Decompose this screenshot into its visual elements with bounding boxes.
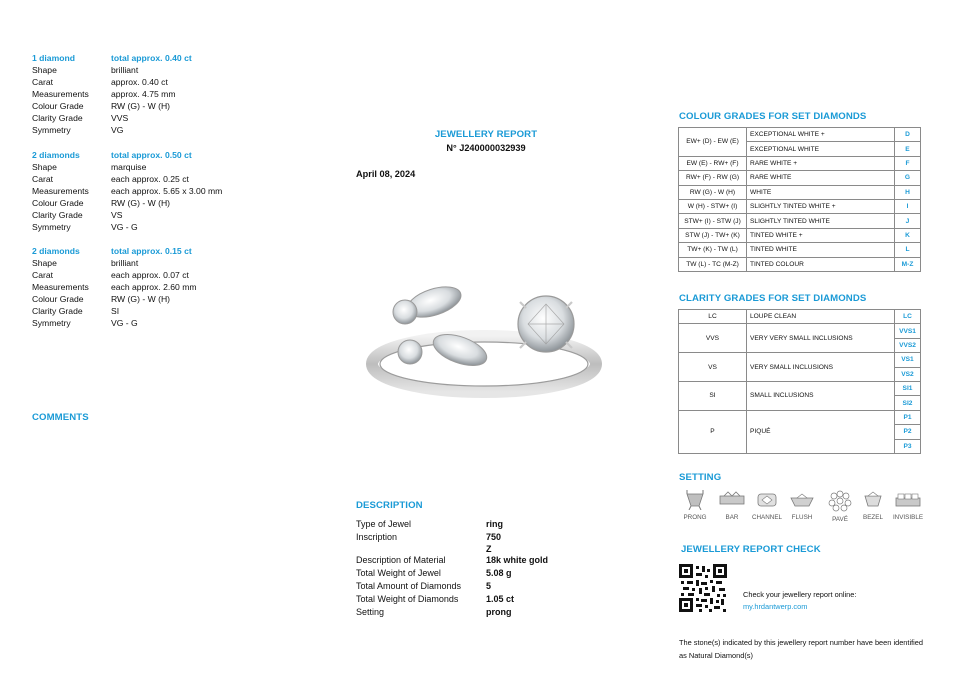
description-label: Type of Jewel xyxy=(356,519,412,529)
clarity-name: PIQUÉ xyxy=(747,410,895,453)
description-label xyxy=(356,544,486,554)
clarity-grade: P2 xyxy=(895,425,921,439)
stone-value: RW (G) - W (H) xyxy=(111,101,171,111)
colour-name: EXCEPTIONAL WHITE + xyxy=(747,128,895,142)
stone-label: Symmetry xyxy=(32,222,71,232)
table-row xyxy=(679,128,921,142)
colour-grades-table xyxy=(678,127,921,272)
colour-range: EW+ (D) - EW (E) xyxy=(679,128,747,157)
bar-setting-icon xyxy=(718,490,746,510)
description-label: Description of Material xyxy=(356,555,446,565)
stone-value: each approx. 5.65 x 3.00 mm xyxy=(111,186,223,196)
table-row xyxy=(679,185,921,199)
bezel-setting-icon xyxy=(862,490,884,510)
report-date: April 08, 2024 xyxy=(356,169,416,179)
colour-grades-heading: COLOUR GRADES FOR SET DIAMONDS xyxy=(679,111,867,122)
description-value: 5.08 g xyxy=(486,568,512,578)
clarity-grades-table xyxy=(678,309,921,454)
stone-label: Colour Grade xyxy=(32,198,84,208)
colour-letter: F xyxy=(895,156,921,170)
stone-label: Measurements xyxy=(32,282,89,292)
stone-value: VVS xyxy=(111,113,129,123)
report-number: N° J240000032939 xyxy=(446,143,526,153)
colour-range: TW+ (K) - TW (L) xyxy=(679,243,747,257)
colour-name: SLIGHTLY TINTED WHITE + xyxy=(747,199,895,213)
table-row xyxy=(679,228,921,242)
stone-value: brilliant xyxy=(111,258,139,268)
table-row xyxy=(679,310,921,324)
table-row xyxy=(679,257,921,271)
colour-name: RARE WHITE xyxy=(747,171,895,185)
clarity-grade: SI1 xyxy=(895,381,921,395)
colour-letter: D xyxy=(895,128,921,142)
stone-label: Symmetry xyxy=(32,125,71,135)
report-check-text: Check your jewellery report online: xyxy=(743,590,857,599)
description-label: Total Weight of Diamonds xyxy=(356,594,459,604)
setting-label: BEZEL xyxy=(863,514,883,521)
colour-name: WHITE xyxy=(747,185,895,199)
stone-count: 2 diamonds xyxy=(32,246,80,256)
setting-invisible xyxy=(888,490,928,521)
stone-group-2 xyxy=(32,149,332,233)
clarity-grade: VVS2 xyxy=(895,338,921,352)
colour-range: TW (L) - TC (M-Z) xyxy=(679,257,747,271)
clarity-grade: P3 xyxy=(895,439,921,453)
table-row xyxy=(679,199,921,213)
stone-value: each approx. 0.25 ct xyxy=(111,174,189,184)
stone-total: total approx. 0.50 ct xyxy=(111,150,192,160)
colour-letter: H xyxy=(895,185,921,199)
setting-channel xyxy=(747,490,787,521)
stone-value: VG xyxy=(111,125,124,135)
description-value: ring xyxy=(486,519,503,529)
qr-code-icon[interactable] xyxy=(679,564,727,612)
table-row xyxy=(679,156,921,170)
colour-range: EW (E) - RW+ (F) xyxy=(679,156,747,170)
setting-bar xyxy=(712,490,752,521)
description-heading: DESCRIPTION xyxy=(356,500,423,511)
setting-prong xyxy=(675,490,715,521)
clarity-name: VERY SMALL INCLUSIONS xyxy=(747,353,895,382)
setting-label: FLUSH xyxy=(791,514,813,521)
table-row xyxy=(679,410,921,424)
footer-note: The stone(s) indicated by this jewellery report number have been identified as Natural Diamond(s) xyxy=(679,638,924,660)
description-label: Total Amount of Diamonds xyxy=(356,581,462,591)
setting-label: BAR xyxy=(725,514,739,521)
clarity-name: SMALL INCLUSIONS xyxy=(747,381,895,410)
ring-image xyxy=(360,272,608,407)
description-value: prong xyxy=(486,607,512,617)
stone-value: approx. 4.75 mm xyxy=(111,89,176,99)
colour-letter: G xyxy=(895,171,921,185)
description-value: 18k white gold xyxy=(486,555,549,565)
description-label: Setting xyxy=(356,607,385,617)
colour-name: TINTED WHITE + xyxy=(747,228,895,242)
report-check-link[interactable]: my.hrdantwerp.com xyxy=(743,602,808,611)
clarity-code: VS xyxy=(679,353,747,382)
setting-label: PRONG xyxy=(683,514,707,521)
clarity-grade: SI2 xyxy=(895,396,921,410)
clarity-grade: P1 xyxy=(895,410,921,424)
colour-name: TINTED COLOUR xyxy=(747,257,895,271)
clarity-grade: VS2 xyxy=(895,367,921,381)
table-row xyxy=(679,171,921,185)
comments-heading: COMMENTS xyxy=(32,412,89,423)
stone-label: Carat xyxy=(32,270,54,280)
invisible-setting-icon xyxy=(894,490,922,510)
stone-total: total approx. 0.15 ct xyxy=(111,246,192,256)
colour-range: W (H) - STW+ (I) xyxy=(679,199,747,213)
stone-label: Shape xyxy=(32,162,57,172)
stone-value: VG - G xyxy=(111,222,138,232)
colour-letter: M-Z xyxy=(895,257,921,271)
stone-count: 2 diamonds xyxy=(32,150,80,160)
stone-label: Measurements xyxy=(32,89,89,99)
stone-label: Carat xyxy=(32,77,54,87)
table-row xyxy=(679,243,921,257)
colour-name: SLIGHTLY TINTED WHITE xyxy=(747,214,895,228)
colour-letter: K xyxy=(895,228,921,242)
clarity-grades-heading: CLARITY GRADES FOR SET DIAMONDS xyxy=(679,293,867,304)
stone-total: total approx. 0.40 ct xyxy=(111,53,192,63)
stone-value: RW (G) - W (H) xyxy=(111,294,171,304)
stone-label: Clarity Grade xyxy=(32,306,83,316)
colour-name: EXCEPTIONAL WHITE xyxy=(747,142,895,156)
description-value: 1.05 ct xyxy=(486,594,515,604)
stone-label: Carat xyxy=(32,174,54,184)
table-row xyxy=(679,381,921,395)
clarity-code: P xyxy=(679,410,747,453)
pave-setting-icon xyxy=(827,490,853,512)
stone-group-1 xyxy=(32,52,332,136)
stone-value: VG - G xyxy=(111,318,138,328)
setting-label: PAVÉ xyxy=(832,516,848,523)
stone-label: Clarity Grade xyxy=(32,210,83,220)
setting-heading: SETTING xyxy=(679,472,722,483)
stone-count: 1 diamond xyxy=(32,53,75,63)
description-label: Inscription xyxy=(356,532,398,542)
stone-label: Colour Grade xyxy=(32,101,84,111)
table-row xyxy=(679,324,921,338)
stone-label: Measurements xyxy=(32,186,89,196)
clarity-name: VERY VERY SMALL INCLUSIONS xyxy=(747,324,895,353)
stone-value: VS xyxy=(111,210,123,220)
description-value: 5 xyxy=(486,581,492,591)
stone-group-3 xyxy=(32,245,332,329)
stone-value: SI xyxy=(111,306,120,316)
description-value: Z xyxy=(486,544,492,554)
description-list xyxy=(356,518,616,619)
table-row xyxy=(679,214,921,228)
colour-letter: E xyxy=(895,142,921,156)
description-value: 750 xyxy=(486,532,502,542)
clarity-grade: VVS1 xyxy=(895,324,921,338)
stone-value: approx. 0.40 ct xyxy=(111,77,168,87)
stone-label: Shape xyxy=(32,258,57,268)
flush-setting-icon xyxy=(789,490,815,510)
stone-label: Shape xyxy=(32,65,57,75)
setting-flush xyxy=(782,490,822,521)
colour-range: RW+ (F) - RW (G) xyxy=(679,171,747,185)
clarity-grade: VS1 xyxy=(895,353,921,367)
colour-name: TINTED WHITE xyxy=(747,243,895,257)
colour-letter: L xyxy=(895,243,921,257)
stone-label: Symmetry xyxy=(32,318,71,328)
clarity-grade: LC xyxy=(895,310,921,324)
colour-letter: I xyxy=(895,199,921,213)
clarity-name: LOUPE CLEAN xyxy=(747,310,895,324)
colour-name: RARE WHITE + xyxy=(747,156,895,170)
channel-setting-icon xyxy=(755,490,779,510)
description-label: Total Weight of Jewel xyxy=(356,568,441,578)
colour-range: STW (J) - TW+ (K) xyxy=(679,228,747,242)
stone-value: brilliant xyxy=(111,65,139,75)
stone-label: Colour Grade xyxy=(32,294,84,304)
stone-value: marquise xyxy=(111,162,147,172)
stone-value: each approx. 0.07 ct xyxy=(111,270,189,280)
clarity-code: LC xyxy=(679,310,747,324)
prong-setting-icon xyxy=(683,490,707,510)
stone-value: RW (G) - W (H) xyxy=(111,198,171,208)
colour-range: STW+ (I) - STW (J) xyxy=(679,214,747,228)
setting-bezel xyxy=(853,490,893,521)
report-check-heading: JEWELLERY REPORT CHECK xyxy=(681,544,821,555)
colour-range: RW (G) - W (H) xyxy=(679,185,747,199)
colour-letter: J xyxy=(895,214,921,228)
clarity-code: SI xyxy=(679,381,747,410)
setting-label: CHANNEL xyxy=(751,514,783,521)
report-title: JEWELLERY REPORT xyxy=(434,129,538,140)
setting-label: INVISIBLE xyxy=(892,514,924,521)
stone-value: each approx. 2.60 mm xyxy=(111,282,197,292)
table-row xyxy=(679,353,921,367)
clarity-code: VVS xyxy=(679,324,747,353)
stone-label: Clarity Grade xyxy=(32,113,83,123)
